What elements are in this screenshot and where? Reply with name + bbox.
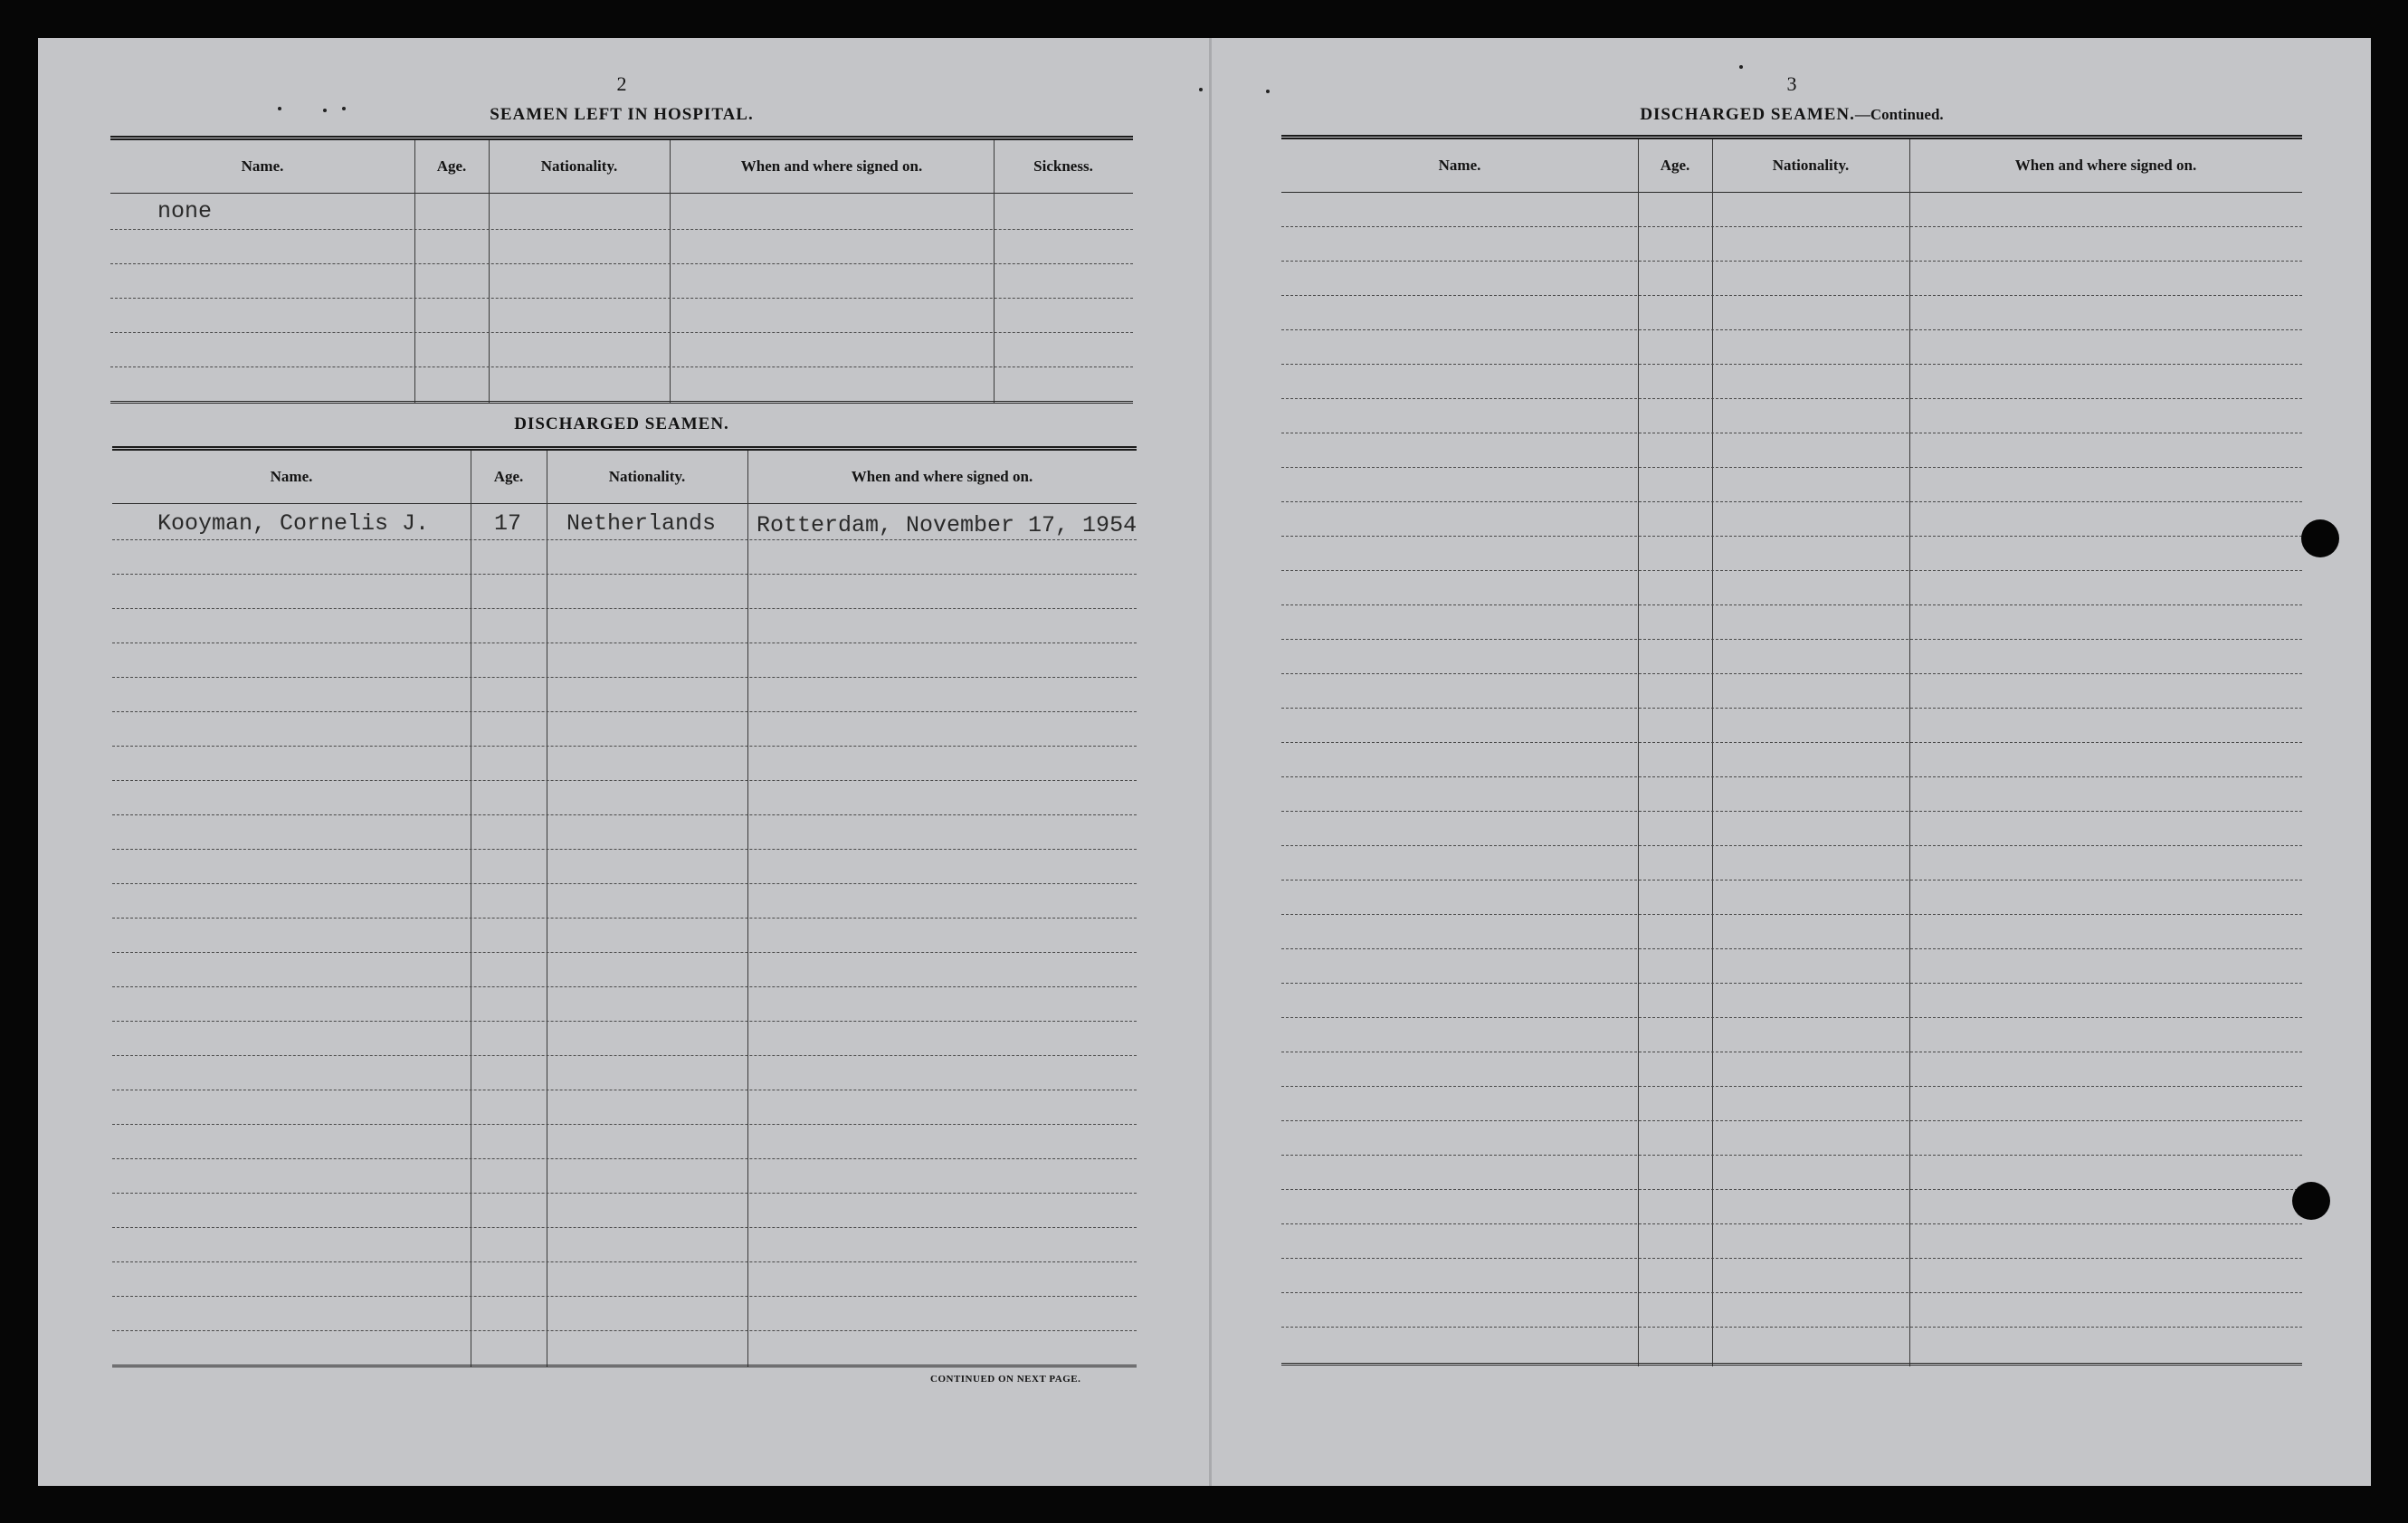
entry-rule [112,849,1137,850]
page-number: 3 [1786,72,1797,95]
entry-rule [1281,501,2302,502]
punch-hole [2292,1182,2330,1220]
entry-rule [112,986,1137,987]
entry-rule [1281,261,2302,262]
entry-rule [1281,295,2302,296]
page-fold [1209,38,1212,1486]
entry-rule [1281,1086,2302,1087]
continued-table-header [1281,139,2302,193]
header-name: Name. [1438,157,1481,174]
entry-rule [1281,673,2302,674]
continued-table [1281,135,2302,1375]
entry-rule [112,677,1137,678]
discharged-section-title: DISCHARGED SEAMEN. [514,414,729,433]
entry-rule [1281,1292,2302,1293]
entry-rule [1281,329,2302,330]
punch-hole [2301,519,2339,557]
column-divider [1638,139,1639,1366]
page-number: 2 [616,72,627,95]
column-divider [414,140,415,403]
speck [1199,88,1203,91]
header-signed-on: When and where signed on. [740,157,923,175]
hospital-section-title: SEAMEN LEFT IN HOSPITAL. [490,105,754,124]
header-nationality: Nationality. [1772,157,1850,174]
entry-rule [110,263,1133,264]
header-signed-on: When and where signed on. [2014,157,2197,174]
entry-rule [112,1193,1137,1194]
entry-rule [1281,536,2302,537]
entry-rule [1281,1155,2302,1156]
entry-rule [110,298,1133,299]
table-bottom-rule [112,1365,1137,1367]
entry-rule [1281,364,2302,365]
entry-rule [112,711,1137,712]
header-sickness: Sickness. [1033,157,1093,175]
column-divider [1712,139,1713,1366]
column-divider [994,140,995,403]
title-suffix: —Continued. [1854,106,1944,123]
entry-rule [112,1330,1137,1331]
entry-rule [112,539,1137,540]
column-divider [747,451,748,1366]
header-nationality: Nationality. [540,157,618,175]
entry-rule [1281,639,2302,640]
discharged-table-header [112,451,1137,504]
entry-rule [1281,1327,2302,1328]
discharged-table [112,446,1137,1374]
hospital-entry-name: none [157,198,213,224]
entry-rule [1281,1189,2302,1190]
header-age: Age. [1660,157,1690,174]
entry-rule [1281,398,2302,399]
discharged-signed-on: Rotterdam, November 17, 1954 [757,512,1137,538]
entry-rule [112,814,1137,815]
entry-rule [1281,570,2302,571]
entry-rule [112,883,1137,884]
column-divider [1909,139,1910,1366]
entry-rule [110,366,1133,367]
header-age: Age. [493,468,524,485]
hospital-table [110,136,1133,408]
entry-rule [1281,708,2302,709]
column-divider [489,140,490,403]
entry-rule [112,1021,1137,1022]
entry-rule [112,1055,1137,1056]
continued-footnote: CONTINUED ON NEXT PAGE. [930,1374,1081,1385]
discharged-age: 17 [494,510,522,537]
table-bottom-rule [1281,1363,2302,1366]
entry-rule [110,229,1133,230]
entry-rule [1281,914,2302,915]
table-bottom-rule [110,401,1133,404]
entry-rule [112,780,1137,781]
discharged-name: Kooyman, Cornelis J. [157,510,430,537]
entry-rule [112,1124,1137,1125]
header-nationality: Nationality. [608,468,686,485]
entry-rule [1281,1017,2302,1018]
entry-rule [112,952,1137,953]
entry-rule [112,918,1137,919]
entry-rule [1281,811,2302,812]
entry-rule [112,746,1137,747]
entry-rule [1281,1120,2302,1121]
right-page [1281,0,2302,1523]
header-signed-on: When and where signed on. [851,468,1033,485]
entry-rule [1281,1223,2302,1224]
entry-rule [1281,845,2302,846]
header-name: Name. [270,468,313,485]
header-age: Age. [436,157,467,175]
entry-rule [1281,467,2302,468]
entry-rule [112,1296,1137,1297]
discharged-nationality: Netherlands [566,510,717,537]
header-name: Name. [241,157,284,175]
entry-rule [1281,776,2302,777]
entry-rule [1281,604,2302,605]
entry-rule [1281,1258,2302,1259]
left-page [110,0,1137,1523]
hospital-table-header [110,140,1133,194]
entry-rule [112,1158,1137,1159]
title-main: DISCHARGED SEAMEN. [1640,105,1855,124]
entry-rule [1281,948,2302,949]
entry-rule [112,608,1137,609]
speck [1266,90,1270,93]
continued-section-title [1281,105,2302,125]
entry-rule [112,1227,1137,1228]
entry-rule [110,332,1133,333]
entry-rule [1281,742,2302,743]
entry-rule [112,574,1137,575]
entry-rule [1281,983,2302,984]
entry-rule [112,1261,1137,1262]
column-divider [670,140,671,403]
entry-rule [1281,226,2302,227]
